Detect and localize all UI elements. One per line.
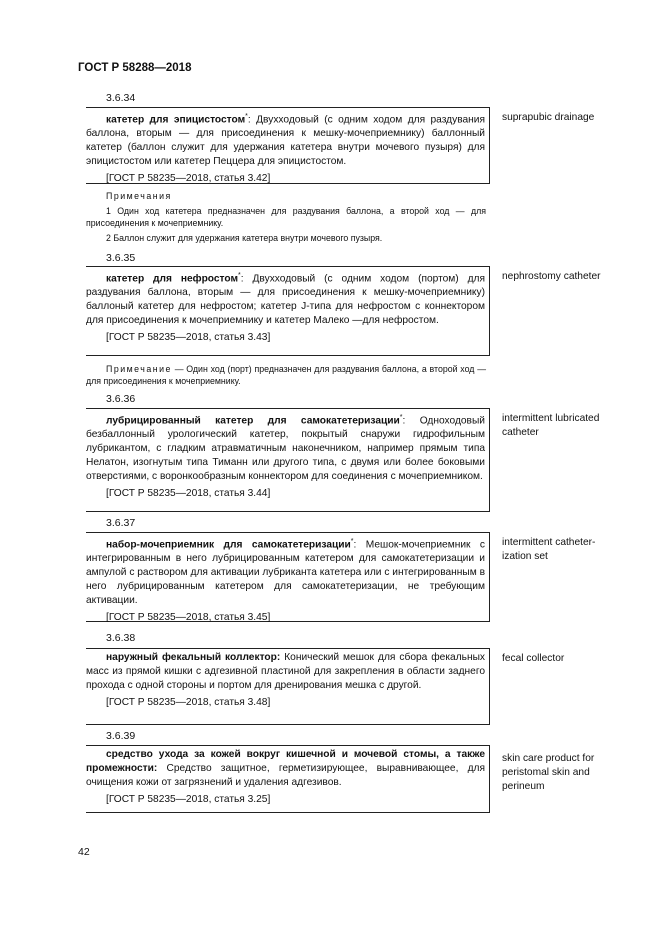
term-definition-text: : Двухходовый (с одним ходом (портом) для раздувания баллона, вторым — для присоединения к мешку-мочеприемнику) баллоный катетер для нефростом; катетер J-типа для нефростом с коннектором для присоединения к мочеприемнику и катетер Малеко —для нефростом. xyxy=(86,273,485,327)
term-number: 3.6.36 xyxy=(106,393,136,405)
english-equivalent: skin care product for peristomal skin and perineum xyxy=(502,753,595,792)
note-block xyxy=(86,363,486,387)
note-body: — Один ход (порт) предназначен для раздувания баллона, а второй ход — для присоединения к мочеприемнику. xyxy=(86,364,486,386)
term-number: 3.6.37 xyxy=(106,517,136,529)
note-text xyxy=(86,363,486,387)
english-equivalent: intermittent catheter-ization set xyxy=(502,537,596,562)
term-definition xyxy=(86,411,485,484)
term-reference: [ГОСТ Р 58235—2018, статья 3.25] xyxy=(106,794,271,805)
term-title: катетер для эпицистостом xyxy=(106,114,246,126)
term-definition-text: Средство защитное, герметизирующее, выравнивающее, для очищения кожи от загрязнений и удаления адгезивов. xyxy=(86,763,485,788)
term-title: лубрицированный катетер для самокатетеризации xyxy=(106,415,400,427)
term-entry-box xyxy=(86,745,490,813)
english-equivalent: suprapubic drainage xyxy=(502,112,595,123)
term-entry-box xyxy=(86,648,490,725)
english-equivalent: intermittent lubricated catheter xyxy=(502,413,600,438)
english-equivalent: fecal collector xyxy=(502,653,565,664)
term-definition xyxy=(86,535,485,608)
term-number: 3.6.34 xyxy=(106,92,136,104)
term-entry-box xyxy=(86,266,490,356)
term-title: катетер для нефростом xyxy=(106,273,239,285)
note-label: Примечание xyxy=(106,364,172,374)
term-number: 3.6.39 xyxy=(106,730,136,742)
term-reference: [ГОСТ Р 58235—2018, статья 3.48] xyxy=(106,697,271,708)
english-equivalent: nephrostomy catheter xyxy=(502,271,601,282)
notes-block xyxy=(86,190,486,244)
term-definition xyxy=(86,110,485,169)
term-title: набор-мочеприемник для самокатетеризации xyxy=(106,539,351,551)
term-mark: * xyxy=(238,272,241,279)
term-definition-text: : Мешок-мочеприемник с интегрированным в него лубрицированным катетером для самокатетеризации и ампулой с раствором для активации лубриканта катетера или с интегрированным в него лубрицированным катетером для самокатетеризации, не требующим активации. xyxy=(86,539,486,607)
term-entry-box xyxy=(86,408,490,512)
term-entry-box xyxy=(86,107,490,184)
term-number: 3.6.38 xyxy=(106,632,136,644)
term-definition xyxy=(86,269,485,328)
term-mark: * xyxy=(399,414,403,421)
page-number: 42 xyxy=(78,846,90,858)
term-title: средство ухода за кожей вокруг кишечной и мочевой стомы, а также промежности: xyxy=(86,749,485,774)
term-definition-text: : Двухходовый (с одним ходом для раздувания баллона, вторым — для присоединения к мешку-мочеприемнику) баллонный катетер (баллон служит для удержания катетера внутри мочевого пузыря) для эпицистостом или катетер Пеццера для эпицистостом. xyxy=(86,114,485,168)
term-reference: [ГОСТ Р 58235—2018, статья 3.42] xyxy=(106,173,271,185)
note-item: 1 Один ход катетера предназначен для раздувания баллона, а второй ход — для присоединения к мочеприемнику. xyxy=(86,206,486,228)
term-definition xyxy=(86,748,485,790)
term-definition-text: : Одноходовый безбаллонный урологический катетер, покрытый снаружи гидрофильным лубрикантом, с гладким атравматичным наконечником, например прямым типа Нелатон, изогнутым типа Тиманн или другого типа, с двумя или более боковыми отверстиями, с воронкообразным коннектором для соединения с мочеприемником. xyxy=(86,415,485,483)
term-definition xyxy=(86,651,485,693)
term-number: 3.6.35 xyxy=(106,252,136,264)
term-entry-box xyxy=(86,532,490,622)
term-reference: [ГОСТ Р 58235—2018, статья 3.44] xyxy=(106,488,271,500)
term-reference: [ГОСТ Р 58235—2018, статья 3.45] xyxy=(106,612,271,624)
document-header: ГОСТ Р 58288—2018 xyxy=(78,62,192,74)
term-mark: * xyxy=(350,538,354,545)
term-mark: * xyxy=(245,113,248,120)
term-reference: [ГОСТ Р 58235—2018, статья 3.43] xyxy=(106,332,271,344)
term-definition-text: Конический мешок для сбора фекальных масс из прямой кишки с адгезивной пластиной для закрепления в области заднего прохода с одной стороны и портом для дренирования мешка с другой. xyxy=(86,652,485,691)
note-item: 2 Баллон служит для удержания катетера внутри мочевого пузыря. xyxy=(106,233,383,243)
term-title: наружный фекальный коллектор: xyxy=(106,652,281,663)
notes-title: Примечания xyxy=(106,191,172,201)
